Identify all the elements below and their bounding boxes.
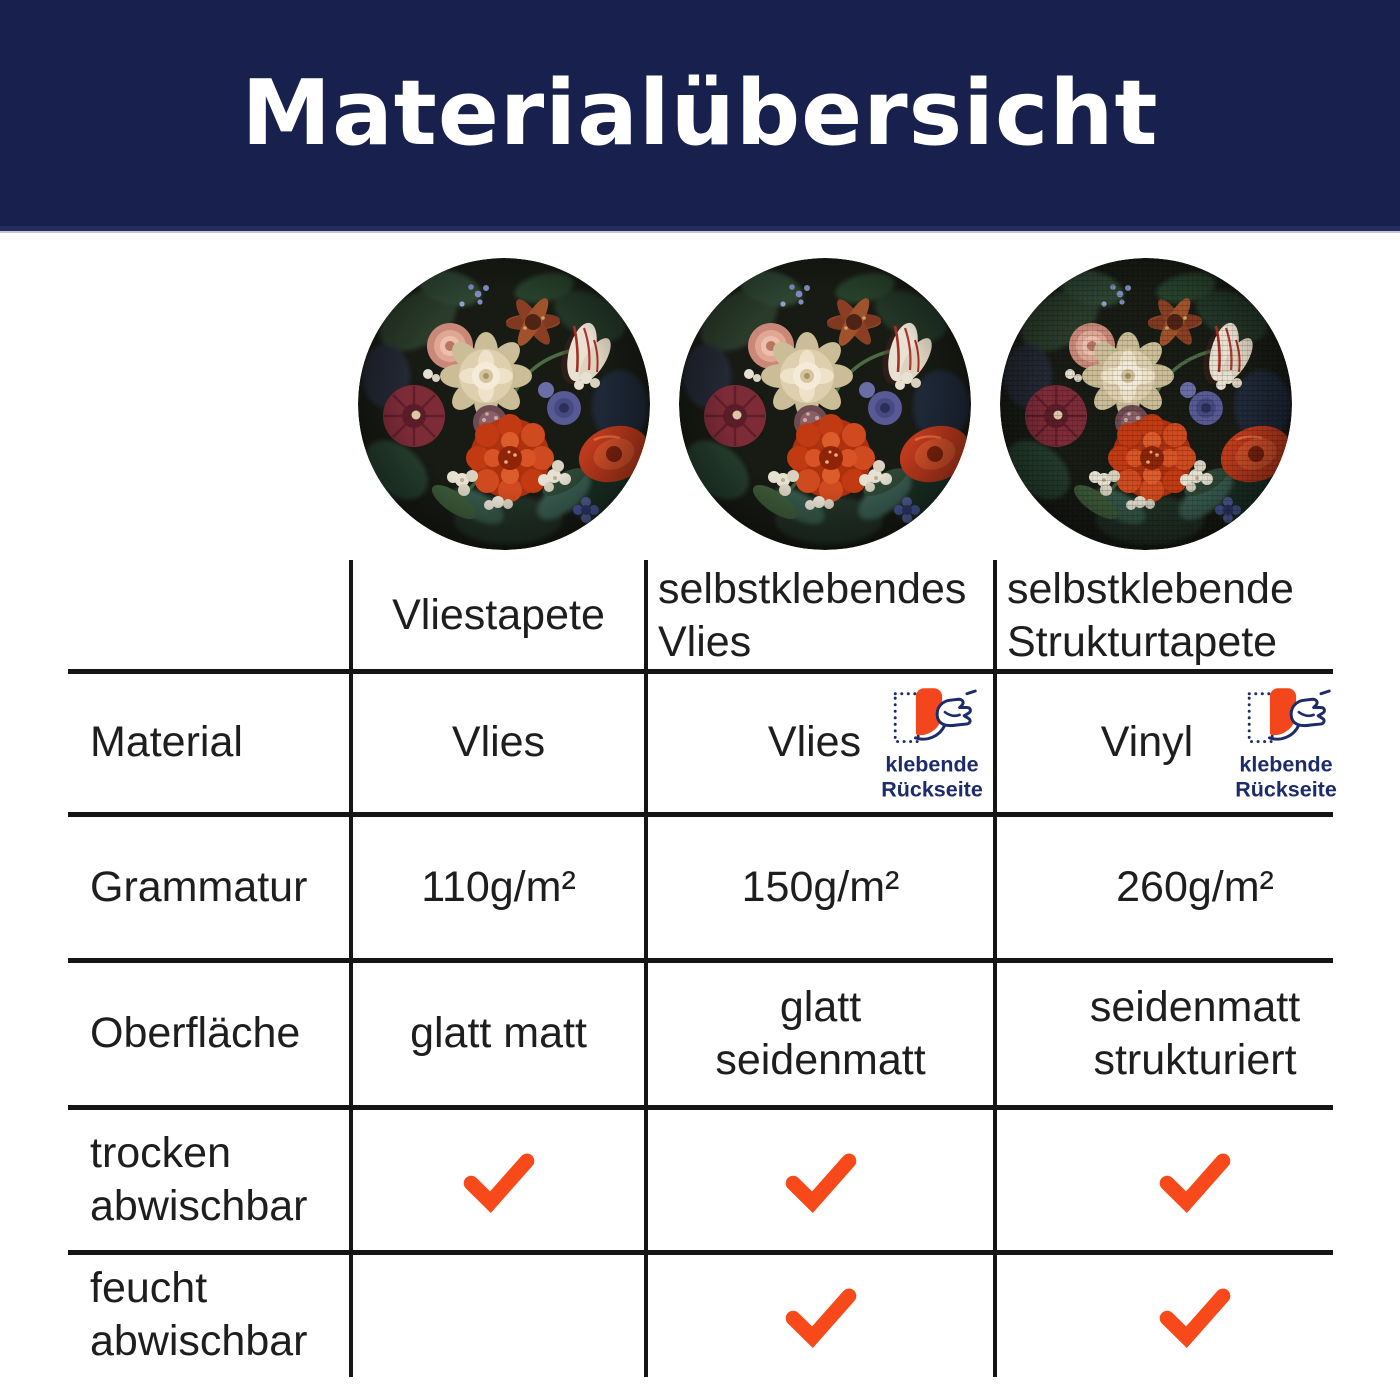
row-label: abwischbar (90, 1181, 308, 1230)
row-label-material (68, 671, 351, 814)
flower-bouquet-image (679, 258, 971, 550)
header-banner (0, 0, 1400, 231)
grammatur-value-2 (646, 814, 995, 960)
corner-cell (68, 560, 351, 671)
material-value-2 (646, 671, 995, 814)
cell-value: strukturiert (1093, 1035, 1297, 1084)
page-title: Materialübersicht (241, 60, 1159, 166)
column-header-vliestapete (351, 560, 646, 671)
trocken-check-1 (351, 1107, 646, 1252)
row-label-grammatur (68, 814, 351, 960)
oberflaeche-value-2 (646, 960, 995, 1107)
column-header-label: Vlies (658, 617, 752, 666)
feucht-check-2 (646, 1252, 995, 1377)
cell-value: 110g/m² (421, 862, 576, 911)
row-label: feucht (90, 1264, 208, 1313)
row-label-trocken-abwischbar (68, 1107, 351, 1252)
adhesive-back-badge (1231, 682, 1341, 803)
adhesive-back-badge-text (881, 752, 983, 803)
check-icon (461, 1142, 537, 1218)
cell-value: Vlies (451, 718, 546, 767)
cell-value: seidenmatt (715, 1035, 926, 1084)
row-label: abwischbar (90, 1316, 308, 1365)
cell-value: glatt matt (410, 1009, 587, 1058)
material-value-1 (351, 671, 646, 814)
column-header-label: selbstklebendes (658, 565, 967, 614)
feucht-check-1-empty (351, 1252, 646, 1377)
grammatur-value-3 (995, 814, 1395, 960)
grammatur-value-1 (351, 814, 646, 960)
cell-value: 150g/m² (741, 862, 900, 911)
column-header-label: Strukturtapete (1007, 617, 1278, 666)
adhesive-back-badge-text (1235, 752, 1337, 803)
row-label: trocken (90, 1129, 232, 1178)
flower-bouquet-image (358, 258, 650, 550)
flower-bouquet-textured-image (1000, 258, 1292, 550)
oberflaeche-value-1 (351, 960, 646, 1107)
row-label-oberflaeche (68, 960, 351, 1107)
cell-value: seidenmatt (1089, 983, 1301, 1032)
peel-sticker-icon (886, 682, 978, 752)
badge-line: klebende (885, 752, 979, 777)
check-icon (783, 1142, 859, 1218)
material-value-3 (995, 671, 1395, 814)
row-label-feucht-abwischbar (68, 1252, 351, 1377)
column-header-selbstklebendes-vlies (646, 560, 995, 671)
flower-swatch-vliestapete (358, 258, 650, 550)
column-header-label: Vliestapete (392, 591, 605, 640)
badge-line: Rückseite (1235, 777, 1337, 802)
cell-value: Vinyl (1100, 718, 1194, 767)
row-label: Material (90, 718, 243, 767)
check-icon (1157, 1277, 1233, 1353)
flower-swatch-selbstklebendes-vlies (679, 258, 971, 550)
column-header-label: selbstklebende (1007, 565, 1294, 614)
trocken-check-2 (646, 1107, 995, 1252)
check-icon (783, 1277, 859, 1353)
peel-sticker-icon (1240, 682, 1332, 752)
cell-value: glatt (779, 983, 862, 1032)
row-label: Grammatur (90, 862, 308, 911)
cell-value: 260g/m² (1116, 862, 1274, 911)
feucht-check-3 (995, 1252, 1395, 1377)
badge-line: klebende (1239, 752, 1333, 777)
flower-swatch-selbstklebende-strukturtapete (1000, 258, 1292, 550)
column-header-selbstklebende-strukturtapete (995, 560, 1395, 671)
check-icon (1157, 1142, 1233, 1218)
badge-line: Rückseite (881, 777, 983, 802)
oberflaeche-value-3 (995, 960, 1395, 1107)
material-table (68, 560, 1395, 1377)
adhesive-back-badge (877, 682, 987, 803)
row-label: Oberfläche (90, 1009, 301, 1058)
trocken-check-3 (995, 1107, 1395, 1252)
cell-value: Vlies (767, 718, 862, 767)
